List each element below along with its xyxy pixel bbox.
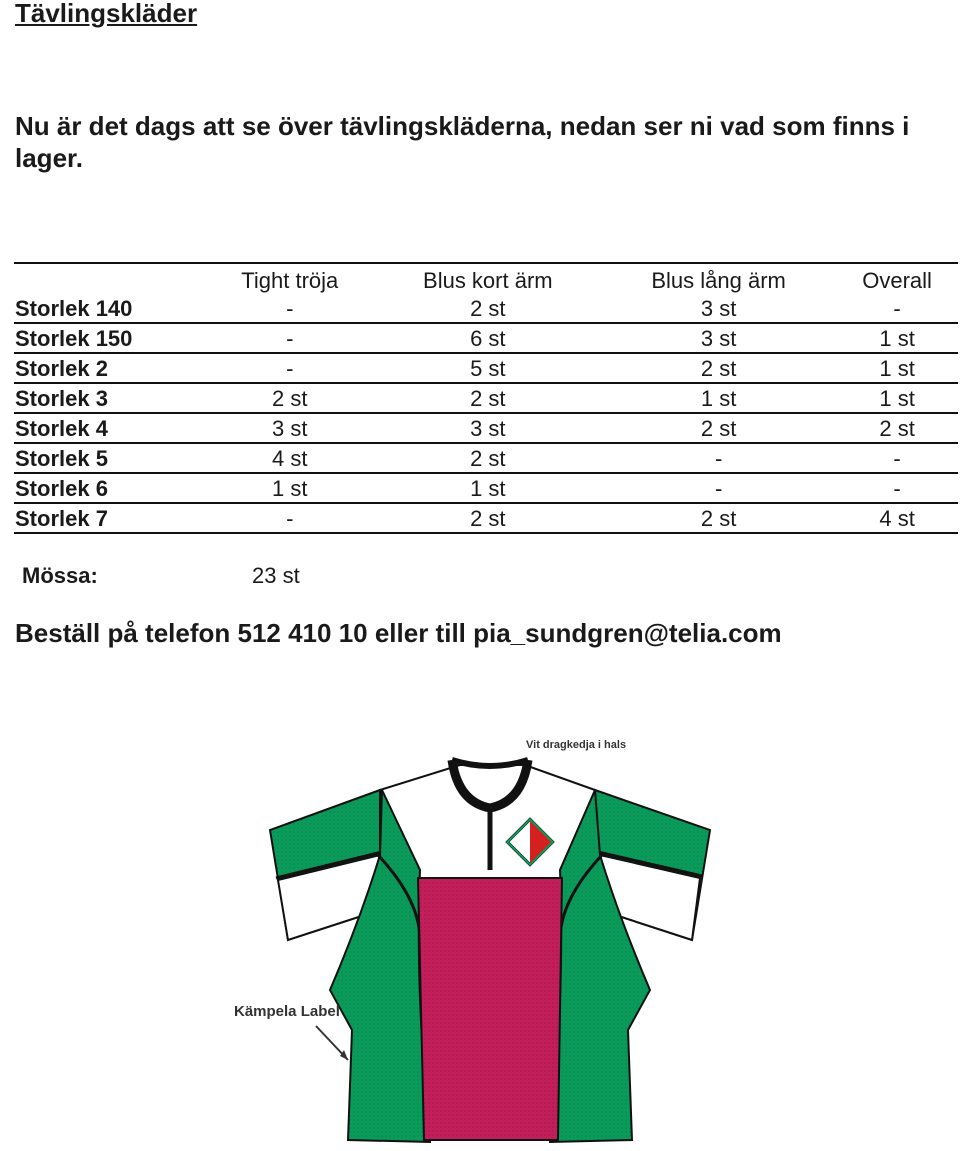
row-label: Storlek 6: [14, 473, 205, 503]
table-cell: 2 st: [375, 443, 602, 473]
hats-label: Mössa:: [22, 563, 98, 588]
page-title: Tävlingskläder: [15, 0, 198, 28]
table-cell: -: [205, 503, 375, 533]
table-cell: -: [836, 443, 958, 473]
row-label: Storlek 7: [14, 503, 205, 533]
jersey-center-panel: [418, 878, 562, 1140]
table-cell: 3 st: [375, 413, 602, 443]
row-label: Storlek 150: [14, 323, 205, 353]
table-row: [14, 443, 958, 473]
table-row: [14, 294, 958, 323]
column-header-overall: Overall: [836, 263, 958, 294]
table-cell: -: [836, 473, 958, 503]
table-cell: -: [205, 353, 375, 383]
table-cell: 2 st: [836, 413, 958, 443]
table-cell: 1 st: [601, 383, 836, 413]
table-cell: -: [836, 294, 958, 323]
table-cell: 1 st: [836, 323, 958, 353]
row-label: Storlek 140: [14, 294, 205, 323]
hats-value: 23 st: [252, 563, 300, 588]
row-label: Storlek 5: [14, 443, 205, 473]
table-row: [14, 323, 958, 353]
table-cell: 4 st: [205, 443, 375, 473]
table-cell: 3 st: [601, 323, 836, 353]
table-cell: -: [205, 294, 375, 323]
table-header-row: [14, 263, 958, 294]
row-label: Storlek 2: [14, 353, 205, 383]
jersey-illustration: [220, 730, 720, 1151]
table-cell: 2 st: [205, 383, 375, 413]
order-instructions: Beställ på telefon 512 410 10 eller till pia_sundgren@telia.com: [15, 618, 782, 648]
table-cell: 5 st: [375, 353, 602, 383]
table-cell: 2 st: [601, 353, 836, 383]
table-cell: 1 st: [836, 353, 958, 383]
table-cell: 2 st: [601, 413, 836, 443]
intro-text: Nu är det dags att se över tävlingskläderna, nedan ser ni vad som finns i lager.: [15, 111, 910, 173]
table-cell: -: [205, 323, 375, 353]
table-cell: 6 st: [375, 323, 602, 353]
table-row: [14, 353, 958, 383]
table-cell: 2 st: [601, 503, 836, 533]
table-row: [14, 473, 958, 503]
table-cell: -: [601, 443, 836, 473]
table-cell: 4 st: [836, 503, 958, 533]
row-label: Storlek 4: [14, 413, 205, 443]
table-row: [14, 503, 958, 533]
table-cell: 3 st: [601, 294, 836, 323]
table-row: [14, 413, 958, 443]
table-cell: 1 st: [205, 473, 375, 503]
column-header-blus-kort-arm: Blus kort ärm: [375, 263, 602, 294]
stock-table: [14, 262, 958, 534]
callout-label-text: Kämpela Label: [234, 1003, 340, 1020]
table-cell: 2 st: [375, 503, 602, 533]
table-cell: -: [601, 473, 836, 503]
table-cell: 1 st: [836, 383, 958, 413]
column-header-empty: [14, 263, 205, 294]
table-cell: 3 st: [205, 413, 375, 443]
table-cell: 1 st: [375, 473, 602, 503]
table-cell: 2 st: [375, 294, 602, 323]
table-cell: 2 st: [375, 383, 602, 413]
row-label: Storlek 3: [14, 383, 205, 413]
callout-neck-text: Vit dragkedja i hals: [526, 739, 627, 751]
table-row: [14, 383, 958, 413]
column-header-blus-lang-arm: Blus lång ärm: [601, 263, 836, 294]
column-header-tight-troja: Tight tröja: [205, 263, 375, 294]
